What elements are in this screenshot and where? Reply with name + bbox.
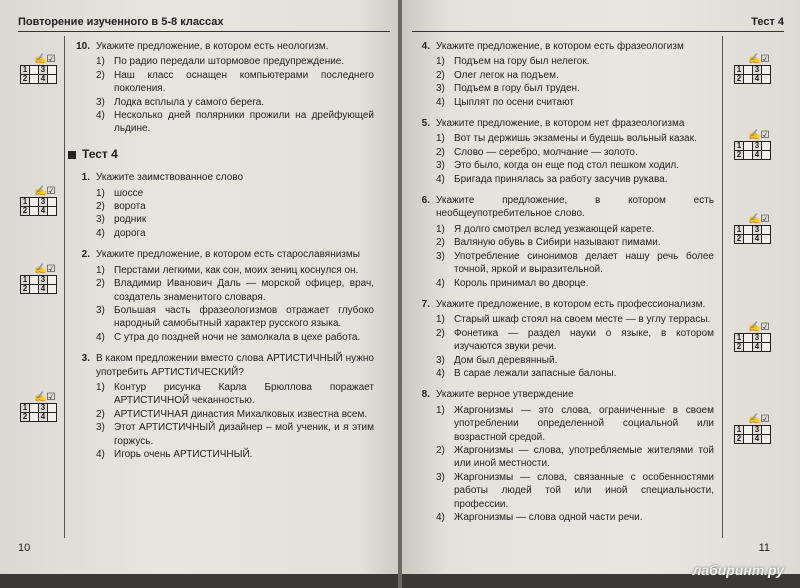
- answer-box[interactable]: ✍☑ 1 3 2 4: [734, 322, 772, 352]
- question-number: 7.: [421, 298, 430, 310]
- pencil-check-icon: ✍☑: [34, 186, 56, 197]
- answer-option: 2) Наш класс оснащен компьютерами последнего поколения.: [96, 69, 374, 95]
- answer-option: 1) Перстами легкими, как сон, моих зениц коснулся он.: [96, 264, 359, 276]
- answer-box[interactable]: ✍☑ 1 3 2 4: [734, 414, 772, 444]
- answer-option: 3) Лодка всплыла у самого берега.: [96, 96, 265, 108]
- answer-column-divider: [722, 36, 723, 538]
- question-number: 6.: [421, 195, 430, 207]
- answer-option: 3) Дом был деревянный.: [436, 354, 558, 366]
- answer-option: 4) Игорь очень АРТИСТИЧНЫЙ.: [96, 448, 253, 460]
- square-bullet-icon: [68, 151, 76, 159]
- test-title: Тест 4: [68, 148, 374, 161]
- answer-box[interactable]: ✍☑ 1 3 2 4: [734, 54, 772, 84]
- answer-option: 2) ворота: [96, 201, 146, 213]
- answer-option: 2) Слово — серебро, молчание — золото.: [436, 146, 638, 158]
- page-number: 10: [18, 542, 31, 554]
- question-text: Укажите верное утверждение: [436, 389, 574, 401]
- answer-option: 4) Король принимал во дворце.: [436, 277, 589, 289]
- answer-option: 1) Старый шкаф стоял на своем месте — в углу террасы.: [436, 314, 711, 326]
- question: [74, 171, 374, 240]
- question: [414, 117, 714, 186]
- answer-option: 1) Вот ты держишь экзамены и будешь вольный казак.: [436, 133, 697, 145]
- answer-box[interactable]: ✍☑ 1 3 2 4: [20, 264, 58, 294]
- question-text: Укажите предложение, в котором есть неологизм.: [96, 41, 329, 52]
- pencil-check-icon: ✍☑: [34, 264, 56, 275]
- question-number: 4.: [421, 41, 430, 52]
- pencil-check-icon: ✍☑: [748, 54, 770, 65]
- answer-option: 4) В сарае лежали запасные балоны.: [436, 367, 617, 379]
- question-number: 8.: [421, 389, 430, 401]
- question-number: 3.: [81, 353, 90, 365]
- answer-column-divider: [64, 36, 65, 538]
- question: [74, 352, 374, 461]
- pencil-check-icon: ✍☑: [748, 322, 770, 333]
- right-page-content: [414, 40, 714, 532]
- question-text: Укажите предложение, в котором нет фразеологизма: [436, 118, 685, 130]
- question-text: Укажите предложение, в котором есть профессионализм.: [436, 298, 706, 310]
- answer-option: 1) Подъем на гору был нелегок.: [436, 56, 590, 68]
- answer-box[interactable]: ✍☑ 1 3 2 4: [734, 130, 772, 160]
- answer-option: 1) Я долго смотрел вслед уезжающей карете.: [436, 223, 655, 235]
- question: [414, 194, 714, 290]
- watermark: лабиринт.ру: [692, 562, 784, 578]
- answer-option: 4) Жаргонизмы — слова одной части речи.: [436, 512, 643, 523]
- pencil-check-icon: ✍☑: [748, 414, 770, 425]
- answer-option: 2) АРТИСТИЧНАЯ династия Михалковых известна всем.: [96, 408, 368, 420]
- question: [414, 298, 714, 380]
- answer-option: 3) Употребление синонимов делает нашу речь более точной, яркой и выразительной.: [436, 250, 714, 276]
- answer-box[interactable]: ✍☑ 1 3 2 4: [20, 186, 58, 216]
- pencil-check-icon: ✍☑: [748, 130, 770, 141]
- question-number: 5.: [421, 118, 430, 130]
- question: [74, 248, 374, 344]
- answer-option: 3) Подъем в гору был труден.: [436, 83, 580, 95]
- answer-box[interactable]: ✍☑ 1 3 2 4: [20, 54, 58, 84]
- question-text: Укажите предложение, в котором есть старославянизмы: [96, 249, 360, 261]
- answer-option: 4) дорога: [96, 227, 146, 239]
- question-number: 10.: [76, 41, 90, 52]
- pencil-check-icon: ✍☑: [34, 392, 56, 403]
- answer-option: 3) Это было, когда он еще под стол пешком ходил.: [436, 160, 680, 172]
- left-page-content: [74, 40, 374, 469]
- right-page: [402, 0, 800, 588]
- answer-option: 2) Валяную обувь в Сибири называют пимами.: [436, 237, 661, 249]
- answer-option: 3) Этот АРТИСТИЧНЫЙ дизайнер – мой ученик, и я этим горжусь.: [96, 422, 374, 447]
- question-text: В каком предложении вместо слова АРТИСТИЧНЫЙ нужно употребить АРТИСТИЧЕСКИЙ?: [96, 353, 374, 378]
- question: [414, 40, 714, 109]
- question-text: Укажите предложение, в котором есть необщеупотребительное слово.: [436, 195, 714, 220]
- answer-option: 2) Жаргонизмы — слова, употребляемые жителями той или иной местности.: [436, 444, 714, 470]
- pencil-check-icon: ✍☑: [748, 214, 770, 225]
- answer-option: 2) Фонетика — раздел науки о языке, в котором изучаются звуки речи.: [436, 327, 714, 353]
- page-number: 11: [758, 542, 770, 554]
- answer-option: 2) Олег легок на подъем.: [436, 69, 559, 81]
- answer-option: 4) Бригада принялась за работу засучив рукава.: [436, 173, 668, 185]
- page-edge: [0, 574, 398, 588]
- answer-box[interactable]: ✍☑ 1 3 2 4: [20, 392, 58, 422]
- left-page-header: Повторение изученного в 5-8 классах: [18, 10, 390, 32]
- question-number: 1.: [81, 172, 90, 184]
- answer-option: 3) Жаргонизмы — слова, связанные с особенностями работы людей той или иной специальности, профессии.: [436, 471, 714, 510]
- answer-option: 1) шоссе: [96, 187, 144, 199]
- answer-option: 4) Несколько дней полярники прожили на дрейфующей льдине.: [96, 110, 374, 135]
- right-page-header: Тест 4: [412, 10, 784, 32]
- answer-option: 4) С утра до поздней ночи не замолкала в цехе работа.: [96, 331, 361, 343]
- answer-option: 2) Владимир Иванович Даль — морской офицер, врач, создатель знаменитого словаря.: [96, 278, 374, 303]
- left-page: [0, 0, 398, 588]
- answer-box[interactable]: ✍☑ 1 3 2 4: [734, 214, 772, 244]
- question-number: 2.: [81, 249, 90, 261]
- answer-option: 3) Большая часть фразеологизмов отражает глубоко народный самобытный характер русского языка.: [96, 304, 374, 330]
- question-text: Укажите предложение, в котором есть фразеологизм: [436, 41, 684, 52]
- question-text: Укажите заимствованное слово: [96, 172, 244, 184]
- question: [74, 40, 374, 136]
- answer-option: 3) родник: [96, 214, 147, 226]
- answer-option: 1) Жаргонизмы — это слова, ограниченные в своем употреблении определенной социальной или возрастной средой.: [436, 404, 714, 443]
- question: [414, 388, 714, 524]
- pencil-check-icon: ✍☑: [34, 54, 56, 65]
- answer-option: 1) Контур рисунка Карла Брюллова поражает АРТИСТИЧНОЙ чеканностью.: [96, 381, 374, 407]
- answer-option: 1) По радио передали штормовое предупреждение.: [96, 56, 345, 68]
- answer-option: 4) Цыплят по осени считают: [436, 96, 574, 108]
